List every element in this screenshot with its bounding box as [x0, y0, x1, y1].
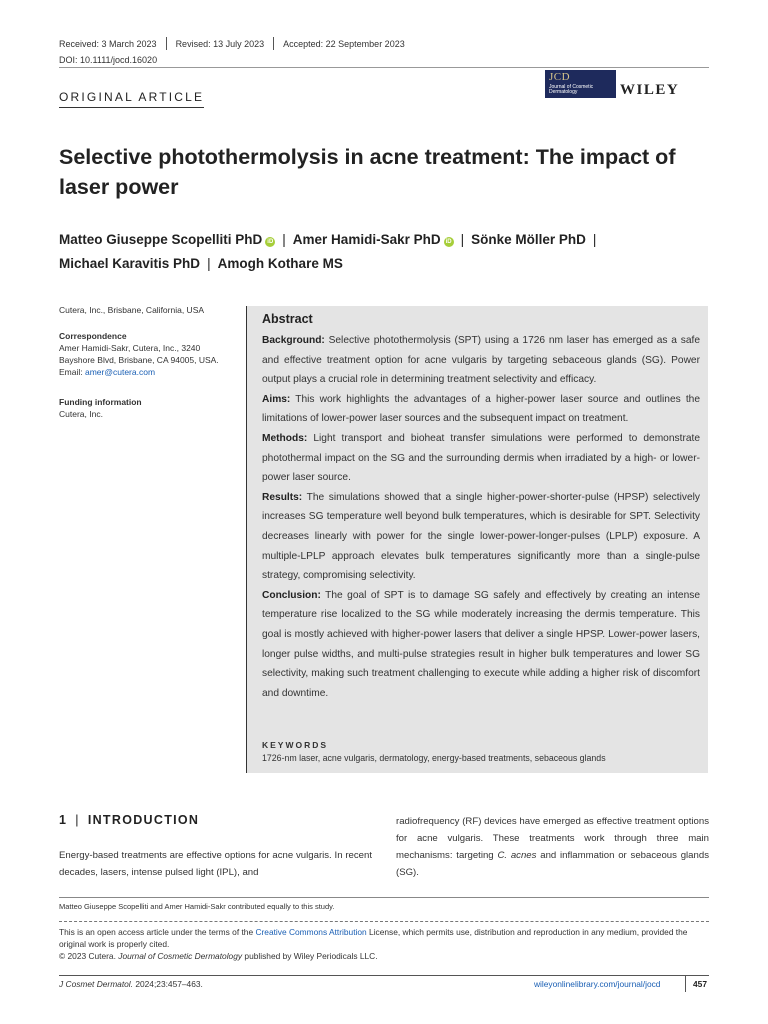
contribution-note: Matteo Giuseppe Scopelliti and Amer Hamidi-Sakr contributed equally to this study.	[59, 902, 335, 911]
email-label: Email:	[59, 367, 85, 377]
citation	[59, 979, 203, 989]
correspondence-line: Amer Hamidi-Sakr, Cutera, Inc., 3240	[59, 343, 201, 353]
correspondence-heading: Correspondence	[59, 331, 127, 341]
author-name[interactable]: Sönke Möller PhD	[471, 232, 586, 247]
revised-date: Revised: 13 July 2023	[175, 38, 265, 49]
citation-volume: 2024;23:457–463.	[133, 979, 203, 989]
copyright-text: published by Wiley Periodicals LLC.	[242, 951, 378, 961]
abstract-label: Methods:	[262, 432, 308, 444]
abstract-paragraph: This work highlights the advantages of a higher-power laser source and outlines the limitations of lower-power laser sources and the subsequent impact on treatment.	[262, 393, 700, 425]
license-text	[59, 926, 709, 950]
citation-journal: J Cosmet Dermatol.	[59, 979, 133, 989]
license-text-part: This is an open access article under the terms of the	[59, 927, 256, 937]
publisher-logo[interactable]: WILEY	[620, 82, 680, 98]
orcid-icon[interactable]: iD	[267, 239, 274, 245]
abstract-conclusion	[262, 586, 700, 704]
copyright-text: © 2023 Cutera.	[59, 951, 119, 961]
author-name[interactable]: Matteo Giuseppe Scopelliti PhD	[59, 232, 263, 247]
article-dates	[59, 37, 405, 50]
abstract-label: Background:	[262, 335, 325, 346]
abstract-paragraph: Light transport and bioheat transfer simulations were performed to demonstrate photothermal impact on the SG and the surrounding dermis when irradiated by a high- or lower-power laser source.	[262, 432, 700, 484]
abstract-paragraph: Selective photothermolysis (SPT) using a 1726 nm laser has emerged as a safe and effective treatment option for acne vulgaris by targeting sebaceous glands (SG). Power output plays a crucial role in determining treatment selectivity and efficacy.	[262, 335, 700, 386]
abstract-label: Aims:	[262, 393, 291, 405]
divider	[166, 37, 167, 50]
author-name[interactable]: Amogh Kothare MS	[217, 256, 343, 271]
abstract-body	[262, 331, 700, 703]
license-divider	[59, 921, 709, 922]
keywords-list: 1726-nm laser, acne vulgaris, dermatology, energy-based treatments, sebaceous glands	[262, 753, 606, 763]
license-block	[59, 926, 709, 962]
author-list	[59, 228, 709, 276]
page-number: 457	[693, 979, 707, 989]
orcid-icon[interactable]: iD	[445, 239, 452, 245]
copyright-line	[59, 950, 709, 962]
footnote-rule	[59, 897, 709, 898]
funding-heading: Funding information	[59, 397, 142, 407]
abstract-methods	[262, 429, 700, 488]
header-rule	[59, 67, 709, 68]
journal-logo[interactable]	[545, 70, 616, 98]
journal-url-link[interactable]: wileyonlinelibrary.com/journal/jocd	[534, 979, 661, 989]
copyright-journal: Journal of Cosmetic Dermatology	[118, 951, 243, 961]
correspondence-line: Bayshore Blvd, Brisbane, CA 94005, USA.	[59, 355, 219, 365]
doi: DOI: 10.1111/jocd.16020	[59, 55, 158, 65]
affiliation: Cutera, Inc., Brisbane, California, USA	[59, 305, 205, 315]
email-link[interactable]: amer@cutera.com	[84, 367, 156, 377]
accepted-date: Accepted: 22 September 2023	[283, 38, 405, 49]
abstract-label: Conclusion:	[262, 589, 321, 601]
author-separator: |	[207, 256, 211, 271]
keywords-heading: KEYWORDS	[262, 740, 329, 750]
author-name[interactable]: Michael Karavitis PhD	[59, 256, 201, 271]
funding-source: Cutera, Inc.	[59, 409, 103, 419]
author-separator: |	[460, 232, 465, 247]
intro-text: and inflammation or sebaceous glands (SG).	[396, 850, 709, 878]
license-text-part: License, which permits use, distribution and reproduction in any medium, provided the original work is properly cited.	[59, 927, 688, 949]
author-separator: |	[282, 232, 286, 247]
abstract-aims	[262, 390, 700, 429]
abstract-paragraph: The goal of SPT is to damage SG safely and effectively by creating an intense temperature rise localized to the SG while moderately increasing the dermis temperature. This goal is mostly achieved with higher-power lasers that deliver a single HPSP. Lower-power lasers, longer pulse widths, and multi-pulse strategies result in higher bulk temperatures and lower SG selectivity, making such treatment challenging to execute while adding a higher risk of discomfort and downtime.	[262, 589, 700, 699]
intro-paragraph-right	[396, 813, 709, 881]
author-name[interactable]: Amer Hamidi-Sakr PhD	[292, 232, 441, 247]
intro-text: radiofrequency (RF) devices have emerged as effective treatment options for acne vulgaris. These treatments work through three main mechanisms: targeting	[396, 816, 709, 861]
page-divider	[685, 976, 686, 992]
journal-logo-abbr: JCD	[549, 71, 571, 83]
divider	[273, 37, 274, 50]
intro-italic: C. acnes	[497, 850, 537, 861]
footer-rule	[59, 975, 709, 976]
section-heading	[59, 813, 199, 827]
article-title: Selective photothermolysis in acne treatment: The impact of laser power	[59, 145, 676, 199]
abstract-label: Results:	[262, 491, 303, 503]
section-separator: |	[75, 813, 80, 827]
creative-commons-link[interactable]: Creative Commons Attribution	[255, 927, 367, 937]
author-separator: |	[592, 232, 597, 247]
abstract-paragraph: The simulations showed that a single higher-power-shorter-pulse (HPSP) selectively increases SG temperature well beyond bulk temperatures, which is desirable for SPT. Selectivity decreases linearly with power for the single lower-power-longer-pulses (LPLP) exposure. A multiple-LPLP approach elevates bulk temperatures significantly more than a single-pulse strategy, compromising selectivity.	[262, 491, 700, 582]
journal-logo-name: Journal of Cosmetic Dermatology	[549, 84, 594, 95]
funding-information	[59, 396, 239, 420]
abstract-background	[262, 331, 700, 390]
abstract-heading: Abstract	[262, 312, 313, 326]
section-title: INTRODUCTION	[87, 813, 200, 827]
correspondence-email-row	[59, 366, 239, 378]
correspondence	[59, 330, 239, 378]
intro-paragraph-left: Energy-based treatments are effective options for acne vulgaris. In recent decades, lasers, intense pulsed light (IPL), and	[59, 850, 372, 878]
abstract-results	[262, 488, 700, 586]
received-date: Received: 3 March 2023	[59, 38, 157, 49]
article-type: ORIGINAL ARTICLE	[59, 90, 204, 108]
section-number: 1	[59, 813, 68, 827]
